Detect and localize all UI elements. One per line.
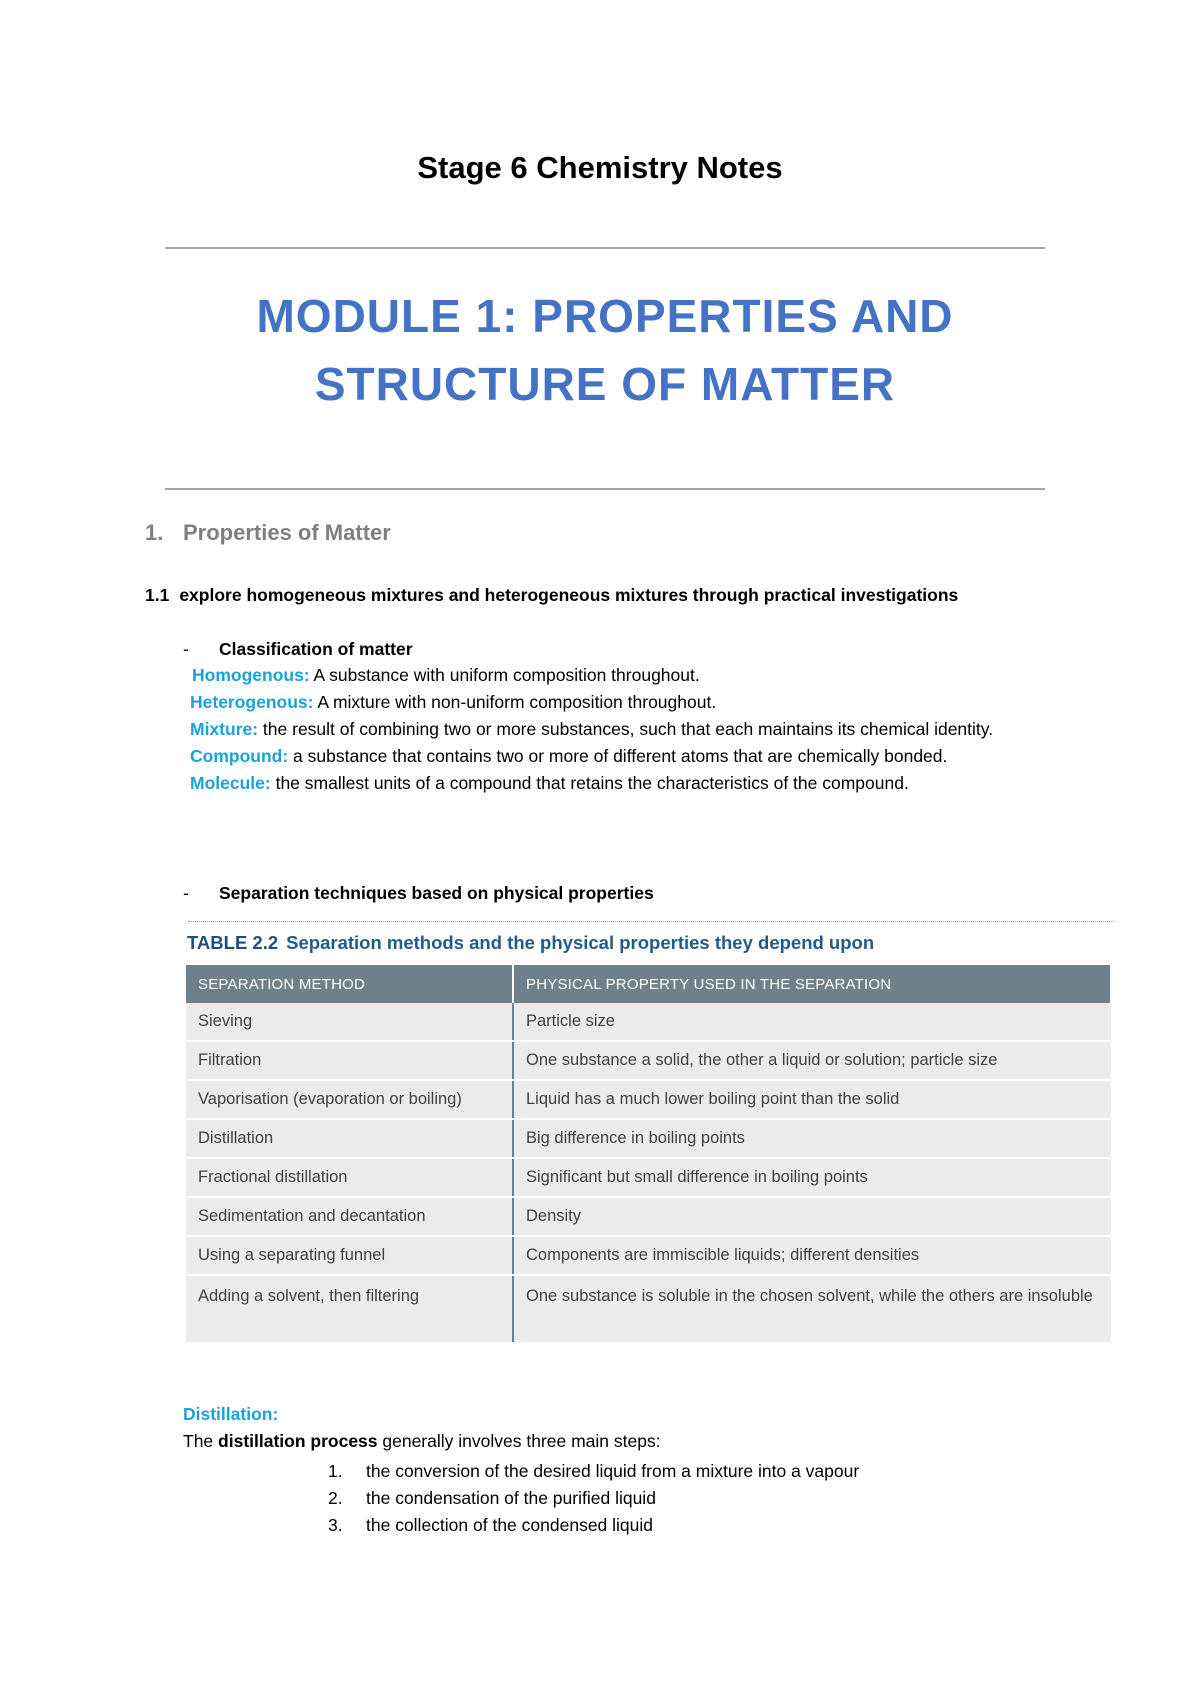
distillation-intro-suffix: generally involves three main steps:	[377, 1431, 661, 1451]
table-cell-property: Liquid has a much lower boiling point than the solid	[513, 1080, 1111, 1119]
table-row	[186, 1003, 1111, 1041]
separation-methods-table	[186, 965, 1112, 1344]
definition-compound	[190, 743, 1070, 770]
table-cell-method: Filtration	[186, 1041, 513, 1080]
table-row	[186, 1236, 1111, 1275]
bullet-dash: -	[183, 639, 189, 659]
definition-text: the smallest units of a compound that retains the characteristics of the compound.	[270, 773, 909, 793]
definition-term: Homogenous:	[192, 665, 310, 685]
step-number: 1.	[328, 1461, 343, 1481]
table-cell-property: One substance is soluble in the chosen solvent, while the others are insoluble	[513, 1275, 1111, 1343]
table-caption-text: Separation methods and the physical properties they depend upon	[286, 932, 875, 953]
table-caption	[187, 932, 874, 954]
table-cell-method: Sedimentation and decantation	[186, 1197, 513, 1236]
classification-heading-text: Classification of matter	[219, 639, 413, 659]
divider-bottom	[165, 488, 1045, 490]
distillation-heading: Distillation:	[183, 1404, 279, 1424]
list-item	[328, 1485, 859, 1512]
definitions-list	[190, 662, 1070, 797]
step-number: 2.	[328, 1488, 343, 1508]
classification-heading	[183, 639, 413, 660]
table-row	[186, 1080, 1111, 1119]
subsection-heading	[145, 585, 958, 606]
table-label: TABLE 2.2	[187, 932, 279, 953]
table-cell-property: One substance a solid, the other a liquid or solution; particle size	[513, 1041, 1111, 1080]
table-cell-method: Adding a solvent, then filtering	[186, 1275, 513, 1343]
definition-text: A substance with uniform composition throughout.	[309, 665, 700, 685]
definition-term: Mixture:	[190, 719, 259, 739]
bullet-dash: -	[183, 883, 189, 903]
table-row	[186, 1158, 1111, 1197]
subsection-title: explore homogeneous mixtures and heterogeneous mixtures through practical investigations	[179, 585, 959, 605]
section-title: Properties of Matter	[183, 520, 391, 545]
table-header-row	[186, 965, 1111, 1003]
separation-heading-text: Separation techniques based on physical properties	[219, 883, 654, 903]
divider-top	[165, 247, 1045, 249]
table-cell-method: Fractional distillation	[186, 1158, 513, 1197]
definition-term: Heterogenous:	[190, 692, 314, 712]
distillation-intro	[183, 1431, 661, 1452]
table-cell-method: Sieving	[186, 1003, 513, 1041]
distillation-intro-prefix: The	[183, 1431, 219, 1451]
document-title: Stage 6 Chemistry Notes	[417, 150, 783, 185]
table-row	[186, 1041, 1111, 1080]
distillation-intro-bold: distillation process	[218, 1431, 378, 1451]
section-number: 1.	[145, 520, 164, 545]
list-item	[328, 1458, 859, 1485]
table-cell-property: Big difference in boiling points	[513, 1119, 1111, 1158]
table-cell-property: Density	[513, 1197, 1111, 1236]
table-cell-method: Vaporisation (evaporation or boiling)	[186, 1080, 513, 1119]
step-text: the collection of the condensed liquid	[366, 1515, 654, 1535]
table-cell-property: Significant but small difference in boiling points	[513, 1158, 1111, 1197]
module-title-line2: STRUCTURE OF MATTER	[314, 358, 896, 410]
table-row	[186, 1119, 1111, 1158]
distillation-steps	[328, 1458, 859, 1539]
step-number: 3.	[328, 1515, 343, 1535]
subsection-number: 1.1	[145, 585, 170, 605]
definition-text: A mixture with non-uniform composition throughout.	[313, 692, 717, 712]
module-title	[165, 282, 1045, 418]
column-header-method: SEPARATION METHOD	[186, 965, 513, 1003]
column-header-property: PHYSICAL PROPERTY USED IN THE SEPARATION	[513, 965, 1111, 1003]
definition-text: a substance that contains two or more of different atoms that are chemically bonded.	[288, 746, 948, 766]
definition-term: Molecule:	[190, 773, 271, 793]
definition-term: Compound:	[190, 746, 289, 766]
table-row	[186, 1275, 1111, 1343]
step-text: the condensation of the purified liquid	[366, 1488, 656, 1508]
definition-homogenous	[190, 662, 1070, 689]
definition-molecule	[190, 770, 1070, 797]
table-cell-property: Components are immiscible liquids; different densities	[513, 1236, 1111, 1275]
definition-mixture	[190, 716, 1070, 743]
definition-heterogenous	[190, 689, 1070, 716]
module-title-line1: MODULE 1: PROPERTIES AND	[256, 290, 954, 342]
table-row	[186, 1197, 1111, 1236]
table-cell-property: Particle size	[513, 1003, 1111, 1041]
dotted-divider	[188, 921, 1114, 922]
table-cell-method: Using a separating funnel	[186, 1236, 513, 1275]
table-cell-method: Distillation	[186, 1119, 513, 1158]
separation-heading	[183, 883, 654, 904]
step-text: the conversion of the desired liquid from a mixture into a vapour	[366, 1461, 860, 1481]
section-heading	[145, 520, 391, 546]
list-item	[328, 1512, 859, 1539]
definition-text: the result of combining two or more substances, such that each maintains its chemical identity.	[258, 719, 994, 739]
